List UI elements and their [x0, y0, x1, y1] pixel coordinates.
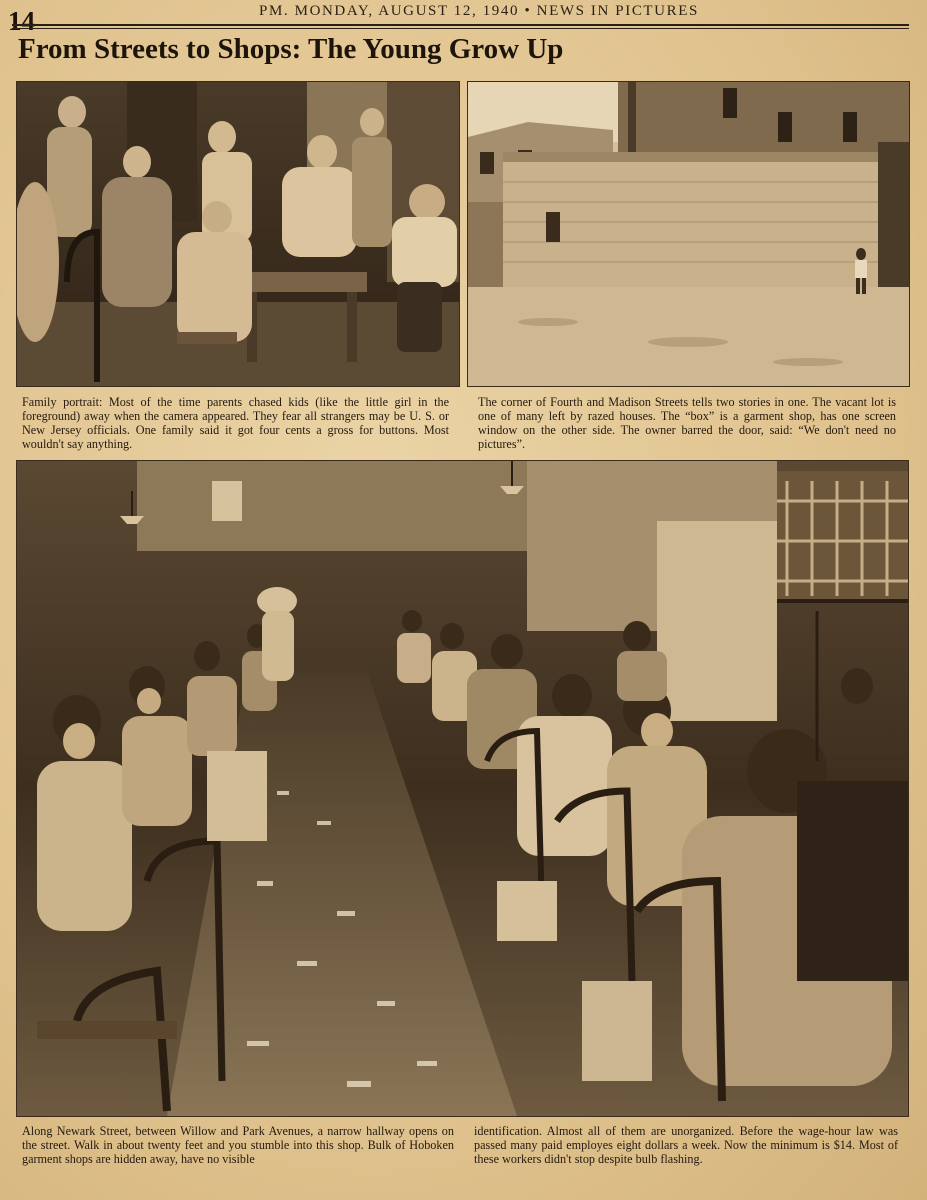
- garment-shop-illustration: [17, 461, 908, 1116]
- street-corner-illustration: [468, 82, 909, 386]
- street-corner-caption-text: The corner of Fourth and Madison Streets tells two stories in one. The vacant lot is one of many left by razed houses. The “box” is a garment shop, has one screen window on the other side. The owner barred the door, said: “We don't need no pictures”.: [478, 395, 896, 451]
- street-corner-caption: [478, 395, 896, 451]
- page-number: 14: [8, 6, 35, 36]
- page-headline: From Streets to Shops: The Young Grow Up: [18, 33, 564, 65]
- garment-shop-caption-left-text: Along Newark Street, between Willow and Park Avenues, a narrow hallway opens on the street. Walk in about twenty feet and you stumble into this shop. Bulk of Hoboken garment shops are hidden away, have no visible: [22, 1124, 454, 1166]
- header-rule: [12, 24, 909, 26]
- family-portrait-caption: [22, 395, 449, 451]
- garment-shop-photo: [16, 460, 909, 1117]
- garment-shop-caption-left: [22, 1124, 454, 1166]
- garment-shop-caption-right: [474, 1124, 898, 1166]
- family-portrait-illustration: [17, 82, 459, 386]
- dateline: PM. MONDAY, AUGUST 12, 1940 • NEWS IN PICTURES: [259, 3, 699, 19]
- family-portrait-photo: [16, 81, 460, 387]
- street-corner-photo: [467, 81, 910, 387]
- garment-shop-caption-right-text: identification. Almost all of them are unorganized. Before the wage-hour law was passed many paid employes eight dollars a week. Now the minimum is $14. Most of these workers didn't stop despite bulb flashing.: [474, 1124, 898, 1166]
- family-portrait-caption-text: Family portrait: Most of the time parents chased kids (like the little girl in the foreground) away when the camera appeared. They fear all strangers may be U. S. or New Jersey officials. One family said it got four cents a gross for buttons. Most wouldn't say anything.: [22, 395, 449, 451]
- header-rule-thin: [12, 28, 909, 29]
